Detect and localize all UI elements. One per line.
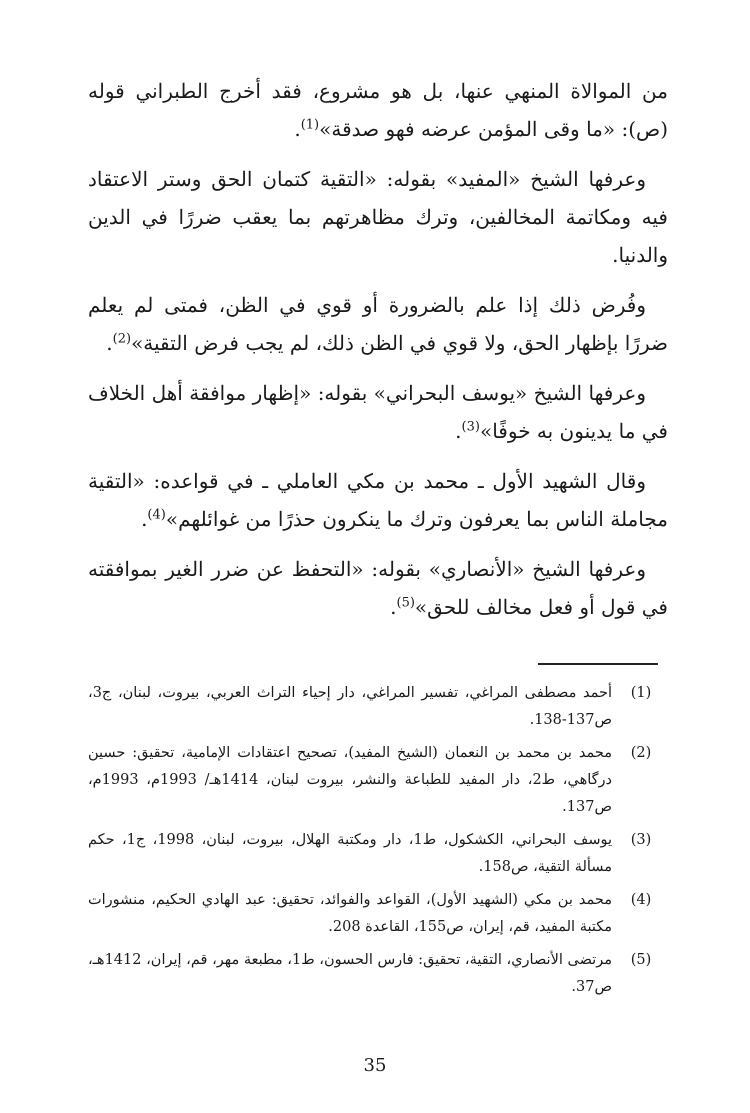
paragraph-3 xyxy=(88,286,668,362)
paragraph-5-text: وقال الشهيد الأول ـ محمد بن مكي العاملي ـ في قواعده: «التقية مجاملة الناس بما يعرفون وترك ما ينكرون حذرًا من غوائلهم» xyxy=(88,469,668,531)
paragraph-3-end: . xyxy=(106,331,113,355)
paragraph-6-end: . xyxy=(390,595,397,619)
footnote-ref-5: (5) xyxy=(396,595,415,611)
page-number: 35 xyxy=(363,1055,387,1076)
footnote-1-text: أحمد مصطفى المراغي، تفسير المراغي، دار إحياء التراث العربي، بيروت، لبنان، ج3، ص137-138. xyxy=(88,685,612,728)
paragraph-5-end: . xyxy=(141,507,148,531)
footnote-2-text: محمد بن محمد بن النعمان (الشيخ المفيد)، تصحيح اعتقادات الإمامية، تحقيق: حسين درگاهي، ط2، دار المفيد للطباعة والنشر، بيروت لبنان، 1414هـ/ 1993م، 1993م، ص137. xyxy=(88,745,612,815)
paragraph-2-text: وعرفها الشيخ «المفيد» بقوله: «التقية كتمان الحق وستر الاعتقاد فيه ومكاتمة المخالفين، وترك مظاهرتهم بما يعقب ضررًا في الدين والدنيا. xyxy=(88,167,668,267)
footnote-5-text: مرتضى الأنصاري، التقية، تحقيق: فارس الحسون، ط1، مطبعة مهر، قم، إيران، 1412هـ، ص37. xyxy=(88,952,612,995)
paragraph-4 xyxy=(88,374,668,450)
main-text xyxy=(88,72,668,638)
footnotes xyxy=(88,680,660,1007)
footnote-2 xyxy=(88,740,660,821)
paragraph-6-text: وعرفها الشيخ «الأنصاري» بقوله: «التحفظ عن ضرر الغير بموافقته في قول أو فعل مخالف للحق» xyxy=(88,557,668,619)
footnote-5-number: (5) xyxy=(630,952,652,968)
footnote-ref-1: (1) xyxy=(300,117,320,133)
footnote-ref-2: (2) xyxy=(112,331,132,347)
paragraph-6 xyxy=(88,550,668,626)
paragraph-4-end: . xyxy=(455,419,462,443)
footnote-3-text: يوسف البحراني، الكشكول، ط1، دار ومكتبة الهلال، بيروت، لبنان، 1998، ج1، حكم مسألة التقية، ص158. xyxy=(88,832,612,875)
footnote-ref-4: (4) xyxy=(147,507,166,523)
footnote-ref-3: (3) xyxy=(461,419,480,435)
footnote-3 xyxy=(88,827,660,881)
paragraph-4-text: وعرفها الشيخ «يوسف البحراني» بقوله: «إظهار موافقة أهل الخلاف في ما يدينون به خوفًا» xyxy=(88,381,668,443)
paragraph-1 xyxy=(88,72,668,148)
footnote-2-number: (2) xyxy=(630,745,652,761)
footnote-4 xyxy=(88,887,660,941)
footnote-separator xyxy=(538,663,658,665)
footnote-4-text: محمد بن مكي (الشهيد الأول)، القواعد والفوائد، تحقيق: عبد الهادي الحكيم، منشورات مكتبة المفيد، قم، إيران، ص155، القاعدة 208. xyxy=(88,892,612,935)
footnote-5 xyxy=(88,947,660,1001)
paragraph-1-end: . xyxy=(294,117,301,141)
paragraph-2 xyxy=(88,160,668,274)
footnote-3-number: (3) xyxy=(630,832,652,848)
footnote-1-number: (1) xyxy=(630,685,652,701)
paragraph-5 xyxy=(88,462,668,538)
paragraph-3-text: وفُرض ذلك إذا علم بالضرورة أو قوي في الظن، فمتى لم يعلم ضررًا بإظهار الحق، ولا قوي في الظن ذلك، لم يجب فرض التقية» xyxy=(88,293,668,355)
paragraph-1-text: من الموالاة المنهي عنها، بل هو مشروع، فقد أخرج الطبراني قوله (ص): «ما وقى المؤمن عرضه فهو صدقة» xyxy=(88,79,668,141)
footnote-1 xyxy=(88,680,660,734)
footnote-4-number: (4) xyxy=(630,892,652,908)
